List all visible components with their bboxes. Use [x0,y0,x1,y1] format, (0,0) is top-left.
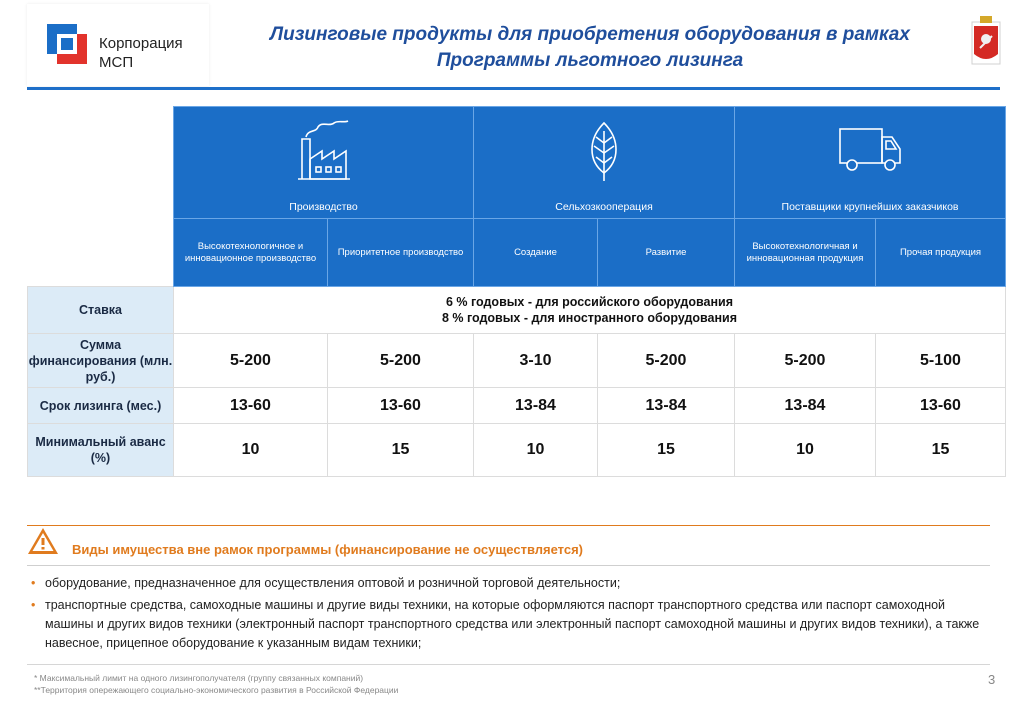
table-cell: 5-200 [328,334,474,388]
rate-line1: 6 % годовых - для российского оборудования [445,295,734,309]
list-item [31,596,981,653]
subcolumn-header: Прочая продукция [876,219,1006,287]
logo-text [99,34,183,72]
table-cell: 15 [328,424,474,477]
subcolumn-header: Развитие [598,219,735,287]
group-label-suppliers: Поставщики крупнейших заказчиков [781,201,959,213]
row-label-advance: Минимальный аванс (%) [28,424,174,477]
table-cell: 13-60 [174,388,328,424]
group-label-agri: Сельхозкооперация [555,201,653,213]
footer-divider [27,664,990,665]
table-cell: 15 [598,424,735,477]
rate-line2: 8 % годовых - для иностранного оборудования [441,311,738,325]
table-cell: 5-200 [598,334,735,388]
table-cell: 3-10 [474,334,598,388]
table-cell: 13-60 [328,388,474,424]
table-cell: 13-84 [598,388,735,424]
page-number: 3 [988,672,996,687]
leasing-table [27,106,1006,477]
factory-icon [294,119,354,183]
table-cell: 13-84 [474,388,598,424]
rate-value [174,287,1006,334]
subcolumn-header: Высокотехнологичное и инновационное производство [174,219,328,287]
footnote-2: **Территория опережающего социально-экономического развития в Российской Федерации [34,685,399,695]
warning-triangle-icon [26,526,60,556]
list-item [31,574,981,593]
page-title [260,22,920,74]
table-cell: 10 [474,424,598,477]
logo [27,4,209,86]
footnotes [34,672,398,696]
warning-subdivider [27,565,990,566]
bullet-marker: • [31,598,36,612]
leaf-icon [584,119,624,183]
subcolumn-header: Высокотехнологичная и инновационная продукция [735,219,876,287]
table-cell: 13-84 [735,388,876,424]
list-item-text: транспортные средства, самоходные машины и другие виды техники, на которые оформляются паспорт транспортного средства или паспорт самоходной машины и других видов техники (электронный паспорт транспортного средства или электронный паспорт самоходной машины и других видов техники), а также навесное, прицепное оборудование к указанным видам техники; [45,598,980,650]
title-line2: Программы льготного лизинга [436,50,744,71]
table-cell: 5-200 [174,334,328,388]
footnote-1: * Максимальный лимит на одного лизингополучателя (группу связанных компаний) [34,673,364,683]
corporation-logo-icon [45,22,89,66]
table-cell: 5-200 [735,334,876,388]
logo-line2: МСП [99,54,134,71]
group-agri [474,107,735,219]
table-cell: 5-100 [876,334,1006,388]
group-label-production: Производство [289,201,358,213]
excluded-list [31,574,981,656]
title-line1: Лизинговые продукты для приобретения оборудования в рамках [270,24,910,45]
header-divider [27,87,1000,90]
table-cell: 13-60 [876,388,1006,424]
group-suppliers [735,107,1006,219]
row-label-amount: Сумма финансирования (млн. руб.) [28,334,174,388]
corner-blank [28,107,174,287]
warning-divider [27,525,990,526]
group-production [174,107,474,219]
table-cell: 10 [174,424,328,477]
list-item-text: оборудование, предназначенное для осуществления оптовой и розничной торговой деятельности; [45,576,621,590]
table-cell: 15 [876,424,1006,477]
subcolumn-header: Создание [474,219,598,287]
subcolumn-header: Приоритетное производство [328,219,474,287]
bullet-marker: • [31,576,36,590]
truck-icon [836,119,904,175]
logo-line1: Корпорация [99,35,183,52]
warning-title: Виды имущества вне рамок программы (финансирование не осуществляется) [72,542,584,557]
coat-of-arms-icon [970,14,1002,70]
row-label-term: Срок лизинга (мес.) [28,388,174,424]
table-cell: 10 [735,424,876,477]
row-label-rate: Ставка [28,287,174,334]
